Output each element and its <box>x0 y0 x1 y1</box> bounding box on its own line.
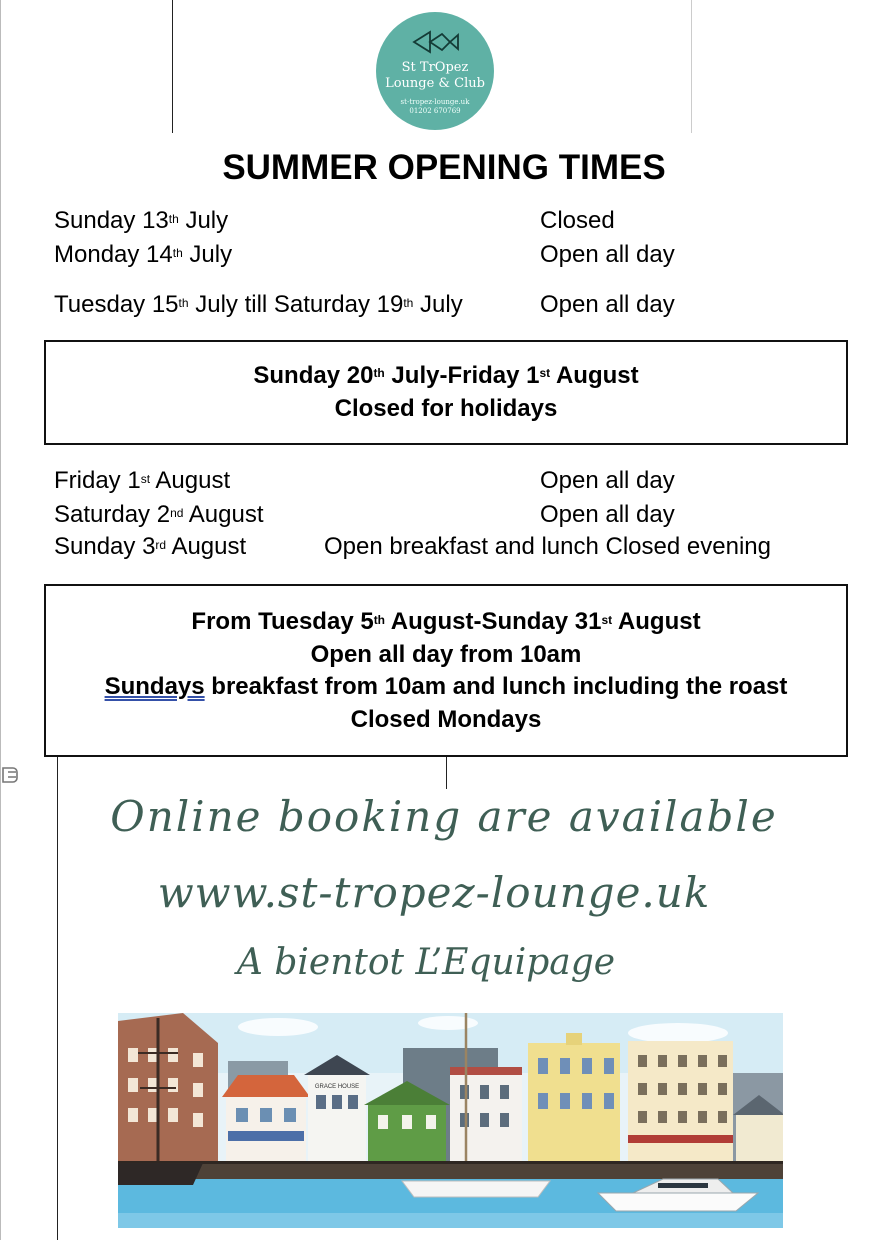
month-label: July <box>182 241 233 268</box>
month-label: August <box>166 533 247 560</box>
holiday-note: Closed for holidays <box>334 395 558 422</box>
logo-website: st-tropez-lounge.uk <box>400 98 470 106</box>
status-tuesday-15: Open all day <box>540 291 675 318</box>
ordinal-suffix: th <box>373 366 385 380</box>
frame-line-top-left <box>172 0 173 133</box>
sundays-label: Sundays <box>104 673 205 700</box>
ordinal-suffix: st <box>140 472 151 486</box>
status-sunday-13: Closed <box>540 207 615 234</box>
day-label: Saturday 2 <box>54 501 171 528</box>
status-saturday-2: Open all day <box>540 501 675 528</box>
schedule-row-saturday-2 <box>54 501 264 529</box>
logo <box>376 12 494 130</box>
day-label: Friday 1 <box>54 467 141 494</box>
status-sunday-3: Open breakfast and lunch Closed evening <box>324 533 771 560</box>
anchor-icon[interactable] <box>0 762 22 786</box>
ordinal-suffix: th <box>172 246 183 260</box>
schedule-row-sunday-3 <box>54 533 246 561</box>
fish-icon <box>412 29 460 55</box>
logo-name-line1: St TrOpez <box>401 60 469 75</box>
frame-line-top-right <box>691 0 692 133</box>
august-dates <box>46 606 846 639</box>
ordinal-suffix: st <box>539 366 551 380</box>
logo-name-line2: Lounge & Club <box>385 76 485 91</box>
schedule-row-tuesday-15 <box>54 291 463 319</box>
schedule-row-monday-14 <box>54 241 232 269</box>
holiday-range: July-Friday 1 <box>384 362 540 389</box>
mondays-note: Closed Mondays <box>350 705 542 733</box>
holiday-month: August <box>550 362 639 389</box>
website-url[interactable]: www.st-tropez-lounge.uk <box>157 868 711 917</box>
signoff: A bientot L’Equipage <box>236 942 616 983</box>
status-friday-1: Open all day <box>540 467 675 494</box>
status-monday-14: Open all day <box>540 241 675 268</box>
day-label: Monday 14 <box>54 241 173 268</box>
ordinal-suffix: th <box>373 613 386 627</box>
day-label: Sunday 13 <box>54 207 169 234</box>
august-hours: Open all day from 10am <box>310 640 582 668</box>
page-title: SUMMER OPENING TIMES <box>222 148 666 187</box>
holiday-start: Sunday 20 <box>253 362 374 389</box>
ordinal-suffix: nd <box>170 506 184 520</box>
sundays-note <box>46 671 846 704</box>
harbour-illustration <box>118 1013 783 1228</box>
sundays-detail: breakfast from 10am and lunch including the roast <box>204 673 788 700</box>
grace-house-sign: GRACE HOUSE <box>314 1084 360 1090</box>
ordinal-suffix: rd <box>155 538 167 552</box>
day-label: Sunday 3 <box>54 533 156 560</box>
range-label: July till Saturday 19 <box>188 291 404 318</box>
month-label: August <box>183 501 264 528</box>
august-month: August <box>612 608 701 635</box>
month-label: July <box>413 291 463 318</box>
ordinal-suffix: th <box>178 296 189 310</box>
ordinal-suffix: th <box>168 212 179 226</box>
logo-phone: 01202 670769 <box>409 107 461 115</box>
month-label: August <box>150 467 231 494</box>
holiday-dates <box>46 359 846 392</box>
logo-name <box>376 60 494 92</box>
august-range: August-Sunday 31 <box>385 608 602 635</box>
month-label: July <box>178 207 229 234</box>
ordinal-suffix: th <box>403 296 414 310</box>
day-label: Tuesday 15 <box>54 291 179 318</box>
frame-line-center-tick <box>446 757 447 789</box>
schedule-row-sunday-13 <box>54 207 228 235</box>
august-start: From Tuesday 5 <box>191 608 374 635</box>
holiday-closure-box <box>44 340 848 445</box>
booking-note: Online booking are available <box>110 792 778 841</box>
schedule-row-friday-1 <box>54 467 230 495</box>
august-hours-box <box>44 584 848 757</box>
ordinal-suffix: st <box>601 613 613 627</box>
